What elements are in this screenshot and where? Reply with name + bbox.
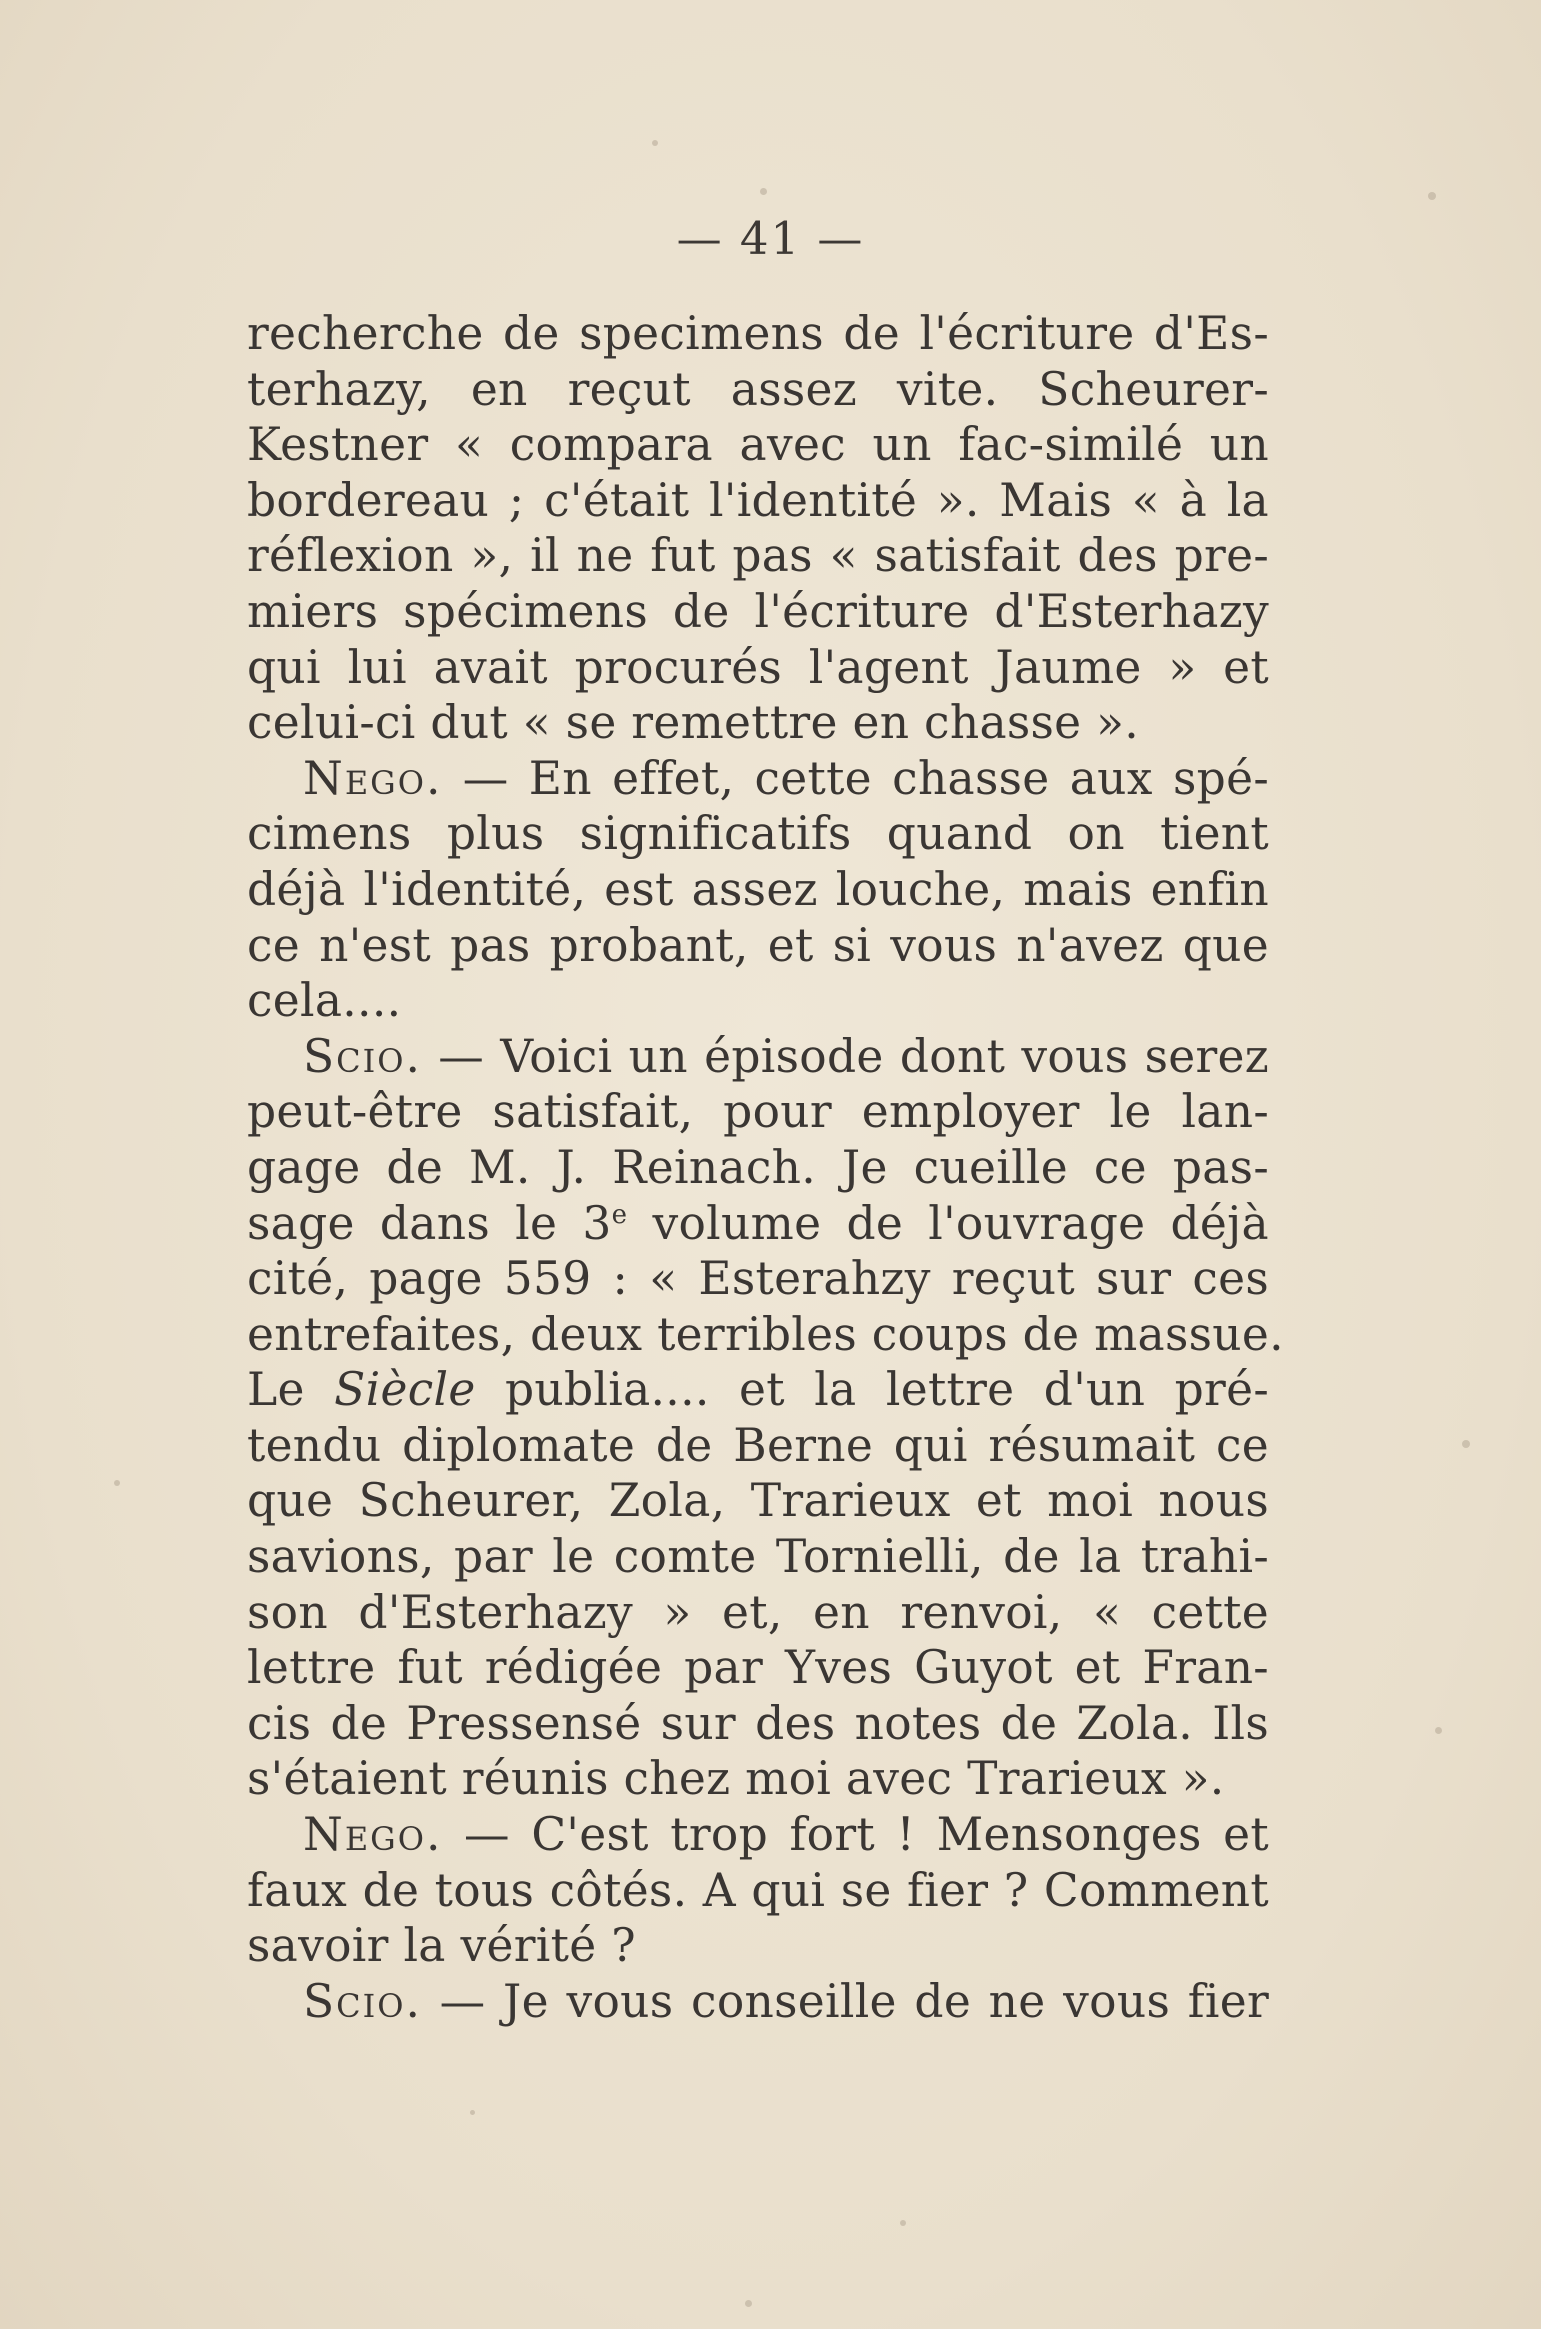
text-line: cimens plus significatifs quand on tient [247,807,1269,861]
text-line: son d'Esterhazy » et, en renvoi, « cette [247,1585,1269,1639]
dialogue-text: — Voici un épisode dont vous serez [422,1029,1269,1083]
text-line: recherche de specimens de l'écriture d'Es- [247,307,1269,360]
paper-speck [745,2300,752,2307]
paper-speck [900,2220,906,2226]
text-line: gage de M. J. Reinach. Je cueille ce pas- [247,1140,1269,1194]
text-line: peut-être satisfait, pour employer le lan- [247,1085,1269,1139]
body-text [247,306,1284,2029]
speaker-name: Scio. [303,1974,422,2028]
text-line [247,1196,1269,1252]
text-line: cela.... [247,974,402,1028]
dialogue-line [247,751,1269,807]
dialogue-line [247,1807,1269,1863]
dialogue-text: — En effet, cette chasse aux spé- [442,751,1269,805]
text-line: cité, page 559 : « Esterahzy reçut sur ces [247,1252,1269,1306]
text-fragment: publia.... et la lettre d'un pré- [475,1363,1269,1417]
paper-speck [652,140,658,146]
text-line: savions, par le comte Tornielli, de la trahi- [247,1530,1269,1584]
text-line: que Scheurer, Zola, Trarieux et moi nous [247,1474,1269,1528]
paper-speck [1462,1440,1470,1448]
text-line: Kestner « compara avec un fac-similé un [247,418,1269,472]
paper-speck [760,188,767,195]
speaker-name: Nego. [303,751,443,805]
text-line: bordereau ; c'était l'identité ». Mais « à la [247,473,1269,527]
text-line: savoir la vérité ? [247,1919,636,1973]
text-fragment: Le [247,1363,335,1417]
page-number: — 41 — [676,212,865,265]
italic-title: Siècle [334,1363,476,1417]
paper-speck [470,2110,475,2115]
text-fragment: volume de l'ouvrage déjà [627,1196,1269,1250]
text-line: faux de tous côtés. A qui se fier ? Comment [247,1863,1269,1917]
paper-speck [1435,1727,1442,1734]
speaker-name: Nego. [303,1808,443,1862]
text-line: entrefaites, deux terribles coups de massue. [247,1307,1284,1361]
text-line: qui lui avait procurés l'agent Jaume » et [247,640,1269,694]
text-line: miers spécimens de l'écriture d'Esterhazy [247,584,1269,638]
text-line: terhazy, en reçut assez vite. Scheurer- [247,362,1269,416]
paper-speck [1428,192,1436,200]
text-line: lettre fut rédigée par Yves Guyot et Fran- [247,1641,1269,1695]
text-line: celui-ci dut « se remettre en chasse ». [247,696,1140,750]
superscript: e [611,1199,628,1230]
text-line: s'étaient réunis chez moi avec Trarieux ». [247,1752,1225,1806]
text-line: réflexion », il ne fut pas « satisfait des pre- [247,529,1269,583]
dialogue-text: — Je vous conseille de ne vous fier [422,1974,1269,2028]
text-fragment: sage dans le 3 [247,1196,612,1250]
dialogue-line [247,1974,1269,2030]
speaker-name: Scio. [303,1029,422,1083]
text-line [247,1362,1269,1418]
dialogue-line [247,1029,1269,1085]
text-line: ce n'est pas probant, et si vous n'avez que [247,918,1269,972]
dialogue-text: — C'est trop fort ! Mensonges et [442,1808,1269,1862]
text-line: cis de Pressensé sur des notes de Zola. Ils [247,1696,1269,1750]
text-line: déjà l'identité, est assez louche, mais enfin [247,862,1269,916]
paper-speck [114,1480,120,1486]
text-line: tendu diplomate de Berne qui résumait ce [247,1418,1269,1472]
